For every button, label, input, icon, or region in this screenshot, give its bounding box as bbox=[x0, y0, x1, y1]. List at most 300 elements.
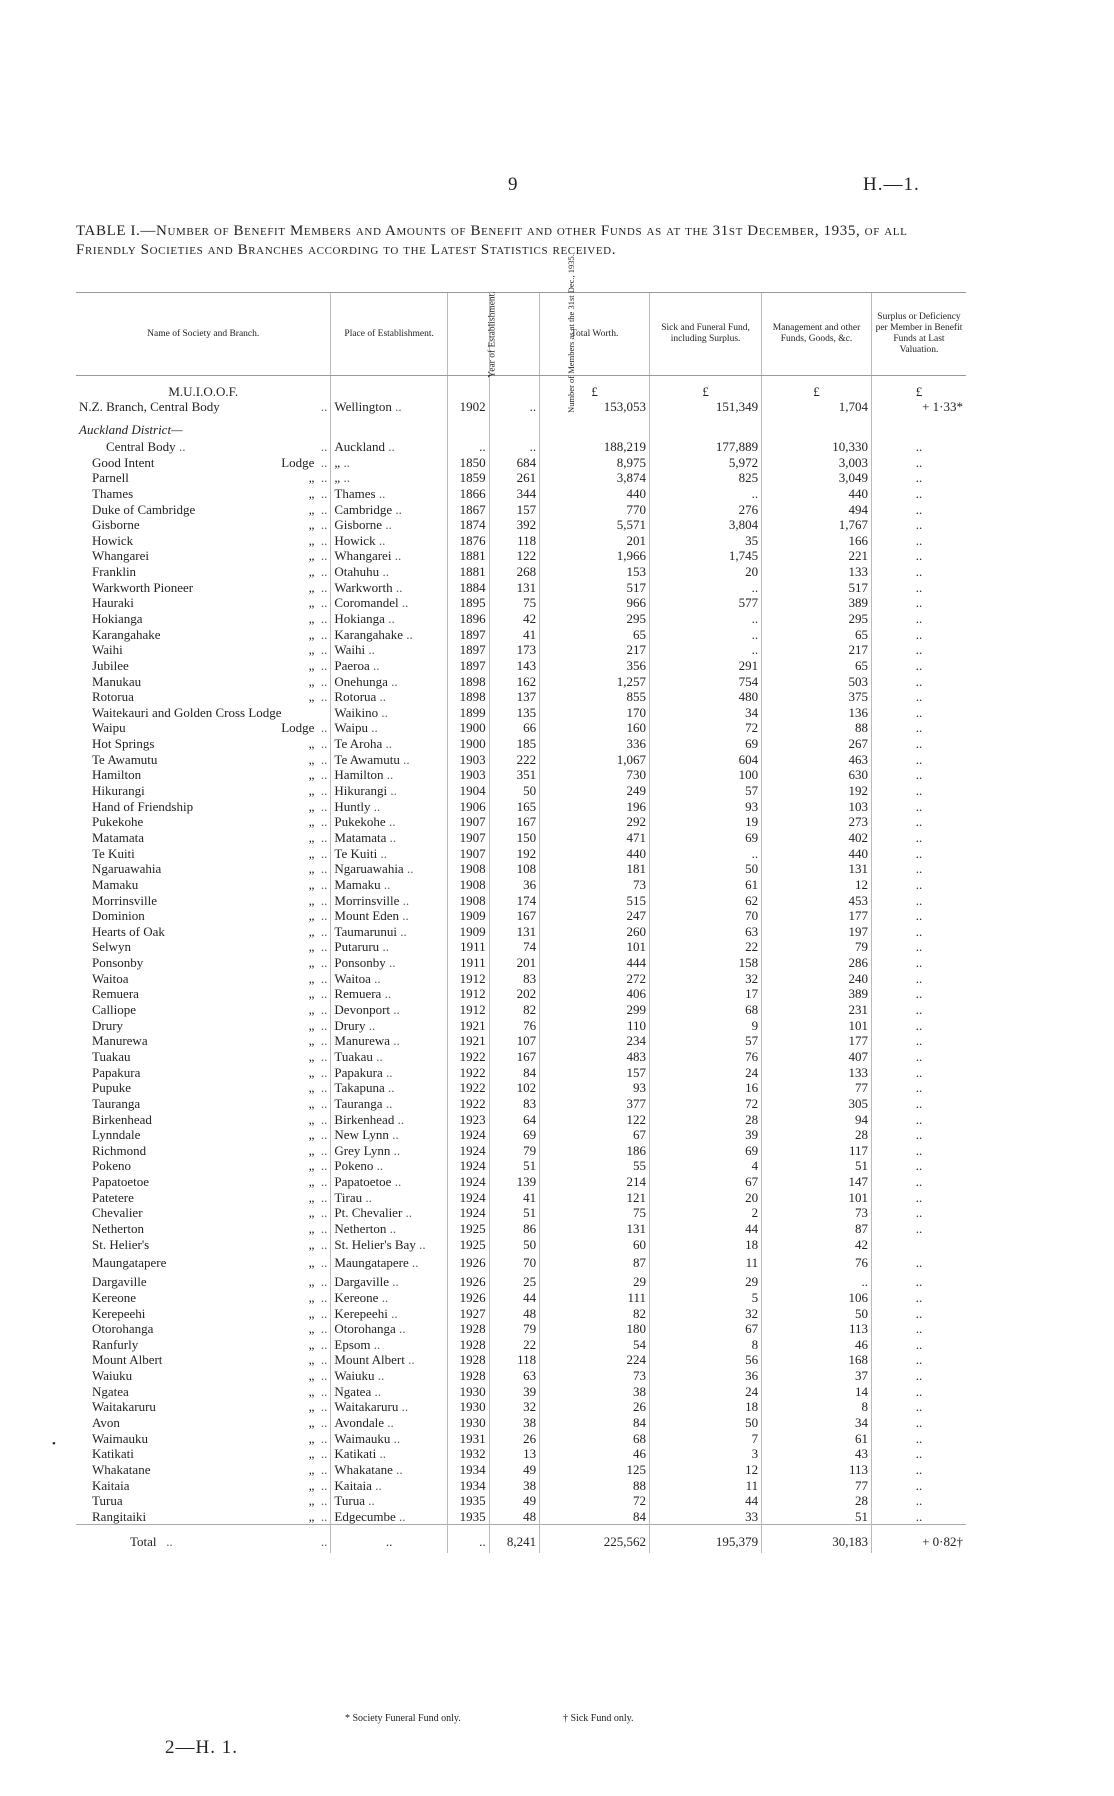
lodge-name-cell bbox=[76, 798, 331, 814]
lodge-name-cell bbox=[76, 830, 331, 846]
lodge-row bbox=[76, 986, 966, 1002]
lodge-ditto-dots bbox=[281, 720, 327, 735]
table-title-label: TABLE I. bbox=[76, 223, 141, 239]
lodge-surplus: .. bbox=[871, 689, 966, 705]
lodge-place-cell bbox=[331, 751, 447, 767]
lodge-name-cell bbox=[76, 1352, 331, 1368]
place-dots: .. bbox=[402, 908, 409, 924]
lodge-ditto-dots bbox=[309, 767, 328, 782]
lodge-row bbox=[76, 877, 966, 893]
lodge-place: Kereone bbox=[334, 1289, 379, 1305]
lodge-management: 43 bbox=[762, 1446, 872, 1462]
lodge-total-worth: 444 bbox=[540, 955, 650, 971]
lodge-year: 1925 bbox=[447, 1236, 489, 1252]
lodge-surplus: .. bbox=[871, 830, 966, 846]
col-header-place: Place of Establishment. bbox=[331, 293, 447, 376]
place-dots: .. bbox=[389, 829, 397, 845]
lodge-name: Richmond bbox=[92, 1142, 147, 1158]
lodge-row bbox=[76, 814, 966, 830]
lodge-name-cell bbox=[76, 1142, 331, 1158]
lodge-management: 133 bbox=[762, 564, 872, 580]
lodge-management: 131 bbox=[762, 861, 872, 877]
lodge-place-cell bbox=[331, 955, 447, 971]
lodge-total-worth: 295 bbox=[540, 611, 650, 627]
lodge-year: 1867 bbox=[447, 501, 489, 517]
lodge-sick-funeral: 19 bbox=[650, 814, 762, 830]
ditto-mark: „ bbox=[308, 1508, 315, 1524]
lodge-year: 1931 bbox=[447, 1430, 489, 1446]
lodge-place-cell bbox=[331, 1290, 447, 1306]
place-dots: .. bbox=[381, 704, 388, 720]
lodge-ditto-dots bbox=[309, 1049, 328, 1064]
lodge-row bbox=[76, 658, 966, 674]
lodge-management: 51 bbox=[762, 1158, 872, 1174]
lodge-surplus: .. bbox=[871, 986, 966, 1002]
lodge-name: Whangarei bbox=[92, 548, 150, 564]
ditto-mark: „ bbox=[308, 1305, 315, 1321]
lodge-place-cell bbox=[331, 1049, 447, 1065]
lodge-place-cell bbox=[331, 1415, 447, 1431]
lodge-place-cell bbox=[331, 1064, 447, 1080]
lodge-total-worth: 217 bbox=[540, 642, 650, 658]
lodge-total-worth: 966 bbox=[540, 595, 650, 611]
place-dots: .. bbox=[368, 1017, 376, 1033]
lodge-place-cell bbox=[331, 798, 447, 814]
total-row bbox=[76, 1525, 966, 1554]
lodge-sick-funeral: 9 bbox=[650, 1017, 762, 1033]
lodge-place-cell bbox=[331, 1158, 447, 1174]
ditto-mark: „ bbox=[308, 517, 315, 533]
lodge-place: Whangarei bbox=[334, 548, 392, 564]
lodge-ditto-dots bbox=[309, 1190, 328, 1205]
lodge-ditto-dots bbox=[309, 971, 328, 986]
leader-dots: .. bbox=[320, 1446, 328, 1462]
table-title bbox=[76, 222, 966, 260]
lodge-ditto-dots bbox=[309, 1065, 328, 1080]
lodge-row bbox=[76, 908, 966, 924]
lodge-ditto-dots bbox=[309, 1127, 328, 1142]
lodge-sick-funeral: 4 bbox=[650, 1158, 762, 1174]
lodge-name: Pukekohe bbox=[92, 814, 144, 830]
lodge-name-cell bbox=[76, 783, 331, 799]
lodge-total-worth: 111 bbox=[540, 1290, 650, 1306]
place-dots: .. bbox=[408, 1352, 415, 1368]
lodge-place: Cambridge bbox=[334, 501, 393, 517]
lodge-total-worth: 515 bbox=[540, 892, 650, 908]
lodge-place-cell bbox=[331, 720, 447, 736]
lodge-sick-funeral: 72 bbox=[650, 1096, 762, 1112]
central-body-name-text: Central Body bbox=[106, 438, 176, 454]
lodge-place: Huntly bbox=[334, 798, 371, 814]
ditto-mark: „ bbox=[308, 485, 315, 501]
lodge-place: Edgecumbe bbox=[334, 1508, 396, 1524]
lodge-members: 165 bbox=[489, 798, 540, 814]
lodge-place: Ngaruawahia bbox=[334, 861, 404, 877]
leader-dots: .. bbox=[320, 548, 328, 564]
lodge-ditto-dots bbox=[309, 861, 328, 876]
lodge-row bbox=[76, 1477, 966, 1493]
lodge-sick-funeral: 44 bbox=[650, 1493, 762, 1509]
lodge-total-worth: 29 bbox=[540, 1274, 650, 1290]
lodge-name: Dominion bbox=[92, 908, 145, 924]
ditto-mark: „ bbox=[308, 689, 315, 705]
lodge-management: 166 bbox=[762, 532, 872, 548]
lodge-year: 1911 bbox=[447, 955, 489, 971]
lodge-members: 32 bbox=[489, 1399, 540, 1415]
col-header-total-worth: Total Worth. bbox=[540, 293, 650, 376]
lodge-members: 135 bbox=[489, 705, 540, 721]
lodge-total-worth: 730 bbox=[540, 767, 650, 783]
lodge-year: 1926 bbox=[447, 1274, 489, 1290]
lodge-year: 1900 bbox=[447, 736, 489, 752]
lodge-year: 1928 bbox=[447, 1352, 489, 1368]
lodge-year: 1897 bbox=[447, 658, 489, 674]
lodge-management: 79 bbox=[762, 939, 872, 955]
lodge-year: 1922 bbox=[447, 1096, 489, 1112]
lodge-row bbox=[76, 1305, 966, 1321]
place-dots: .. bbox=[401, 1399, 409, 1415]
leader-dots: .. bbox=[320, 1336, 328, 1352]
lodge-name-cell bbox=[76, 1205, 331, 1221]
lodge-sick-funeral: 12 bbox=[650, 1462, 762, 1478]
ditto-mark: „ bbox=[308, 923, 315, 939]
lodge-sick-funeral: 57 bbox=[650, 1033, 762, 1049]
lodge-year: 1935 bbox=[447, 1493, 489, 1509]
ditto-mark: „ bbox=[308, 845, 315, 861]
lodge-year: 1924 bbox=[447, 1127, 489, 1143]
lodge-name: Otorohanga bbox=[92, 1321, 154, 1337]
lodge-sick-funeral: 67 bbox=[650, 1321, 762, 1337]
lodge-members: 150 bbox=[489, 830, 540, 846]
lodge-name-cell bbox=[76, 892, 331, 908]
ditto-mark: „ bbox=[308, 1274, 315, 1290]
leader-dots: .. bbox=[320, 1033, 328, 1049]
central-body-year: .. bbox=[447, 439, 489, 455]
lodge-row bbox=[76, 1415, 966, 1431]
lodge-year: 1909 bbox=[447, 924, 489, 940]
lodge-place: Tirau bbox=[334, 1189, 363, 1205]
lodge-ditto-dots bbox=[309, 799, 328, 814]
place-dots: .. bbox=[395, 579, 403, 595]
lodge-total-worth: 157 bbox=[540, 1064, 650, 1080]
lodge-word: Lodge bbox=[281, 720, 315, 736]
lodge-management: 147 bbox=[762, 1174, 872, 1190]
lodge-surplus: .. bbox=[871, 892, 966, 908]
lodge-members: 79 bbox=[489, 1142, 540, 1158]
place-dots: .. bbox=[392, 1127, 399, 1143]
lodge-sick-funeral: 17 bbox=[650, 986, 762, 1002]
lodge-total-worth: 84 bbox=[540, 1509, 650, 1525]
central-body-dots-2: .. bbox=[320, 438, 328, 454]
lodge-total-worth: 121 bbox=[540, 1189, 650, 1205]
place-dots: .. bbox=[400, 923, 407, 939]
lodge-row bbox=[76, 767, 966, 783]
lodge-place-cell bbox=[331, 908, 447, 924]
lodge-sick-funeral: 33 bbox=[650, 1509, 762, 1525]
page-number: 9 bbox=[508, 174, 518, 195]
place-dots: .. bbox=[406, 861, 414, 877]
ditto-mark: „ bbox=[308, 798, 315, 814]
lodge-place: Takapuna bbox=[334, 1080, 385, 1096]
lodge-row bbox=[76, 1383, 966, 1399]
place-dots: .. bbox=[384, 986, 392, 1002]
lodge-members: 26 bbox=[489, 1430, 540, 1446]
lodge-management: 94 bbox=[762, 1111, 872, 1127]
central-body-members: .. bbox=[489, 439, 540, 455]
lodge-sick-funeral: 1,745 bbox=[650, 548, 762, 564]
lodge-management: 407 bbox=[762, 1049, 872, 1065]
lodge-surplus: .. bbox=[871, 861, 966, 877]
lodge-place-cell bbox=[331, 1236, 447, 1252]
lodge-name-cell bbox=[76, 939, 331, 955]
lodge-sick-funeral: 35 bbox=[650, 532, 762, 548]
lodge-ditto-dots bbox=[309, 893, 328, 908]
lodge-place: Avondale bbox=[334, 1415, 384, 1431]
leader-dots: .. bbox=[320, 798, 328, 814]
lodge-sick-funeral: 18 bbox=[650, 1399, 762, 1415]
lodge-ditto-dots bbox=[309, 955, 328, 970]
ditto-mark: „ bbox=[308, 1383, 315, 1399]
lodge-place-cell bbox=[331, 1337, 447, 1353]
lodge-sick-funeral: .. bbox=[650, 579, 762, 595]
lodge-place-cell bbox=[331, 1111, 447, 1127]
lodge-year: 1866 bbox=[447, 486, 489, 502]
currency-management: £ bbox=[762, 384, 872, 399]
lodge-surplus: .. bbox=[871, 720, 966, 736]
lodge-ditto-dots bbox=[309, 689, 328, 704]
lodge-place: Mamaku bbox=[334, 876, 381, 892]
ditto-mark: „ bbox=[308, 1174, 315, 1190]
lodge-total-worth: 292 bbox=[540, 814, 650, 830]
lodge-place-cell bbox=[331, 501, 447, 517]
lodge-total-worth: 67 bbox=[540, 1127, 650, 1143]
lodge-management: 77 bbox=[762, 1080, 872, 1096]
lodge-name: Jubilee bbox=[92, 657, 129, 673]
ditto-mark: „ bbox=[308, 986, 315, 1002]
lodge-name: Thames bbox=[92, 485, 134, 501]
leader-dots: .. bbox=[320, 611, 328, 626]
leader-dots: .. bbox=[320, 876, 328, 892]
lodge-row bbox=[76, 1080, 966, 1096]
lodge-name-cell bbox=[76, 1446, 331, 1462]
lodge-surplus: .. bbox=[871, 705, 966, 721]
leader-dots: .. bbox=[320, 1189, 328, 1205]
ditto-mark: „ bbox=[308, 564, 315, 580]
leader-dots: .. bbox=[320, 1255, 328, 1271]
leader-dots: .. bbox=[320, 1508, 328, 1524]
lodge-row bbox=[76, 970, 966, 986]
lodge-management: 389 bbox=[762, 595, 872, 611]
lodge-name-cell bbox=[76, 1493, 331, 1509]
lodge-members: 83 bbox=[489, 970, 540, 986]
ditto-mark: „ bbox=[308, 767, 315, 783]
lodge-place-cell bbox=[331, 1002, 447, 1018]
lodge-place-cell bbox=[331, 1205, 447, 1221]
place-dots: .. bbox=[388, 1080, 395, 1096]
lodge-management: 177 bbox=[762, 1033, 872, 1049]
lodge-place-cell bbox=[331, 1174, 447, 1190]
place-dots: .. bbox=[397, 1111, 405, 1127]
lodge-name-cell bbox=[76, 1096, 331, 1112]
lodge-management: 106 bbox=[762, 1290, 872, 1306]
place-dots: .. bbox=[391, 1305, 398, 1321]
place-dots: .. bbox=[376, 1158, 384, 1174]
lodge-name: Gisborne bbox=[92, 517, 140, 533]
lodge-row bbox=[76, 830, 966, 846]
lodge-management: 273 bbox=[762, 814, 872, 830]
lodge-ditto-dots bbox=[309, 486, 328, 501]
lodge-place-cell bbox=[331, 1127, 447, 1143]
lodge-place: Te Aroha bbox=[334, 736, 383, 752]
lodge-management: 101 bbox=[762, 1189, 872, 1205]
lodge-sick-funeral: 70 bbox=[650, 908, 762, 924]
leader-dots: .. bbox=[320, 767, 328, 783]
leader-dots: .. bbox=[320, 626, 328, 642]
lodge-place-cell bbox=[331, 1430, 447, 1446]
nz-branch-place-dots: .. bbox=[395, 399, 402, 415]
lodge-name-cell bbox=[76, 1274, 331, 1290]
lodge-year: 1930 bbox=[447, 1383, 489, 1399]
total-label-cell bbox=[76, 1525, 331, 1554]
place-dots: .. bbox=[376, 1048, 383, 1064]
lodge-name-cell bbox=[76, 611, 331, 627]
lodge-management: 389 bbox=[762, 986, 872, 1002]
lodge-ditto-dots bbox=[309, 1493, 328, 1508]
lodge-name: Kerepeehi bbox=[92, 1305, 146, 1321]
lodge-ditto-dots bbox=[309, 1478, 328, 1493]
lodge-name: Waimauku bbox=[92, 1430, 148, 1446]
lodge-name-cell bbox=[76, 564, 331, 580]
lodge-row bbox=[76, 955, 966, 971]
lodge-name-cell bbox=[76, 626, 331, 642]
lodge-surplus: .. bbox=[871, 955, 966, 971]
lodge-year: 1897 bbox=[447, 626, 489, 642]
lodge-name: Calliope bbox=[92, 1002, 137, 1018]
lodge-name-cell bbox=[76, 517, 331, 533]
lodge-members: 173 bbox=[489, 642, 540, 658]
lodge-management: 50 bbox=[762, 1305, 872, 1321]
lodge-surplus: .. bbox=[871, 564, 966, 580]
lodge-ditto-dots bbox=[309, 877, 328, 892]
lodge-ditto-dots bbox=[309, 1368, 328, 1383]
leader-dots: .. bbox=[320, 1142, 328, 1158]
lodge-row bbox=[76, 532, 966, 548]
lodge-year: 1895 bbox=[447, 595, 489, 611]
leader-dots: .. bbox=[320, 501, 328, 517]
lodge-word: Lodge bbox=[281, 454, 315, 470]
place-dots: .. bbox=[399, 1321, 406, 1337]
leader-dots: .. bbox=[320, 1220, 328, 1236]
lodge-place-cell bbox=[331, 1477, 447, 1493]
lodge-ditto-dots bbox=[309, 627, 328, 642]
lodge-name-cell bbox=[76, 720, 331, 736]
lodge-name-cell bbox=[76, 908, 331, 924]
lodge-name: Selwyn bbox=[92, 939, 131, 955]
leader-dots: .. bbox=[320, 657, 328, 673]
lodge-management: 177 bbox=[762, 908, 872, 924]
lodge-surplus: .. bbox=[871, 1189, 966, 1205]
lodge-row bbox=[76, 1111, 966, 1127]
leader-dots: .. bbox=[320, 845, 328, 861]
lodge-members: 131 bbox=[489, 579, 540, 595]
lodge-sick-funeral: 34 bbox=[650, 705, 762, 721]
lodge-place-cell bbox=[331, 845, 447, 861]
lodge-row bbox=[76, 673, 966, 689]
lodge-name: Good Intent bbox=[92, 454, 155, 470]
ditto-mark: „ bbox=[308, 1048, 315, 1064]
lodge-management: 375 bbox=[762, 689, 872, 705]
lodge-surplus: .. bbox=[871, 1096, 966, 1112]
nz-branch-name-text: N.Z. Branch, Central Body bbox=[79, 399, 220, 415]
lodge-surplus: .. bbox=[871, 1252, 966, 1274]
lodge-row bbox=[76, 642, 966, 658]
leader-dots: .. bbox=[320, 517, 328, 533]
lodge-name-cell bbox=[76, 501, 331, 517]
lodge-management: 34 bbox=[762, 1415, 872, 1431]
leader-dots: .. bbox=[320, 1064, 328, 1080]
ditto-mark: „ bbox=[308, 939, 315, 955]
lodge-row bbox=[76, 845, 966, 861]
lodge-place-cell bbox=[331, 877, 447, 893]
lodge-ditto-dots bbox=[309, 1033, 328, 1048]
lodge-name: Hand of Friendship bbox=[92, 798, 194, 814]
lodge-year: 1900 bbox=[447, 720, 489, 736]
currency-total-worth: £ bbox=[540, 384, 650, 399]
lodge-management: 3,003 bbox=[762, 454, 872, 470]
lodge-place: Waiuku bbox=[334, 1368, 375, 1384]
ditto-mark: „ bbox=[308, 736, 315, 752]
place-dots: .. bbox=[379, 1446, 387, 1462]
lodge-members: 122 bbox=[489, 548, 540, 564]
central-body-place-dots: .. bbox=[388, 438, 395, 454]
lodge-name-cell bbox=[76, 579, 331, 595]
lodge-name: Warkworth Pioneer bbox=[92, 579, 194, 595]
lodge-sick-funeral: 291 bbox=[650, 658, 762, 674]
lodge-name-cell bbox=[76, 1002, 331, 1018]
lodge-ditto-dots bbox=[309, 1174, 328, 1189]
lodge-name: Chevalier bbox=[92, 1205, 143, 1221]
central-body-sick-funeral: 177,889 bbox=[650, 439, 762, 455]
lodge-sick-funeral: 11 bbox=[650, 1252, 762, 1274]
lodge-row bbox=[76, 1337, 966, 1353]
lodge-year: 1898 bbox=[447, 689, 489, 705]
lodge-total-worth: 153 bbox=[540, 564, 650, 580]
lodge-members: 44 bbox=[489, 1290, 540, 1306]
lodge-year: 1912 bbox=[447, 970, 489, 986]
leader-dots: .. bbox=[320, 1399, 328, 1415]
lodge-place-cell bbox=[331, 1383, 447, 1399]
leader-dots: .. bbox=[320, 595, 328, 611]
lodge-ditto-dots bbox=[309, 642, 328, 657]
lodge-year: 1924 bbox=[447, 1205, 489, 1221]
lodge-row bbox=[76, 1321, 966, 1337]
lodge-place-cell bbox=[331, 1462, 447, 1478]
lodge-surplus: .. bbox=[871, 1290, 966, 1306]
lodge-place: Thames bbox=[334, 485, 376, 501]
lodge-row bbox=[76, 720, 966, 736]
lodge-name: Tuakau bbox=[92, 1048, 131, 1064]
lodge-total-worth: 5,571 bbox=[540, 517, 650, 533]
lodge-members: 38 bbox=[489, 1415, 540, 1431]
lodge-name: Katikati bbox=[92, 1446, 134, 1462]
lodge-place: Otorohanga bbox=[334, 1321, 396, 1337]
lodge-row bbox=[76, 470, 966, 486]
central-body-name bbox=[76, 439, 331, 455]
lodge-surplus: .. bbox=[871, 1462, 966, 1478]
lodge-total-worth: 260 bbox=[540, 924, 650, 940]
lodge-total-worth: 377 bbox=[540, 1096, 650, 1112]
lodge-sick-funeral: 7 bbox=[650, 1430, 762, 1446]
